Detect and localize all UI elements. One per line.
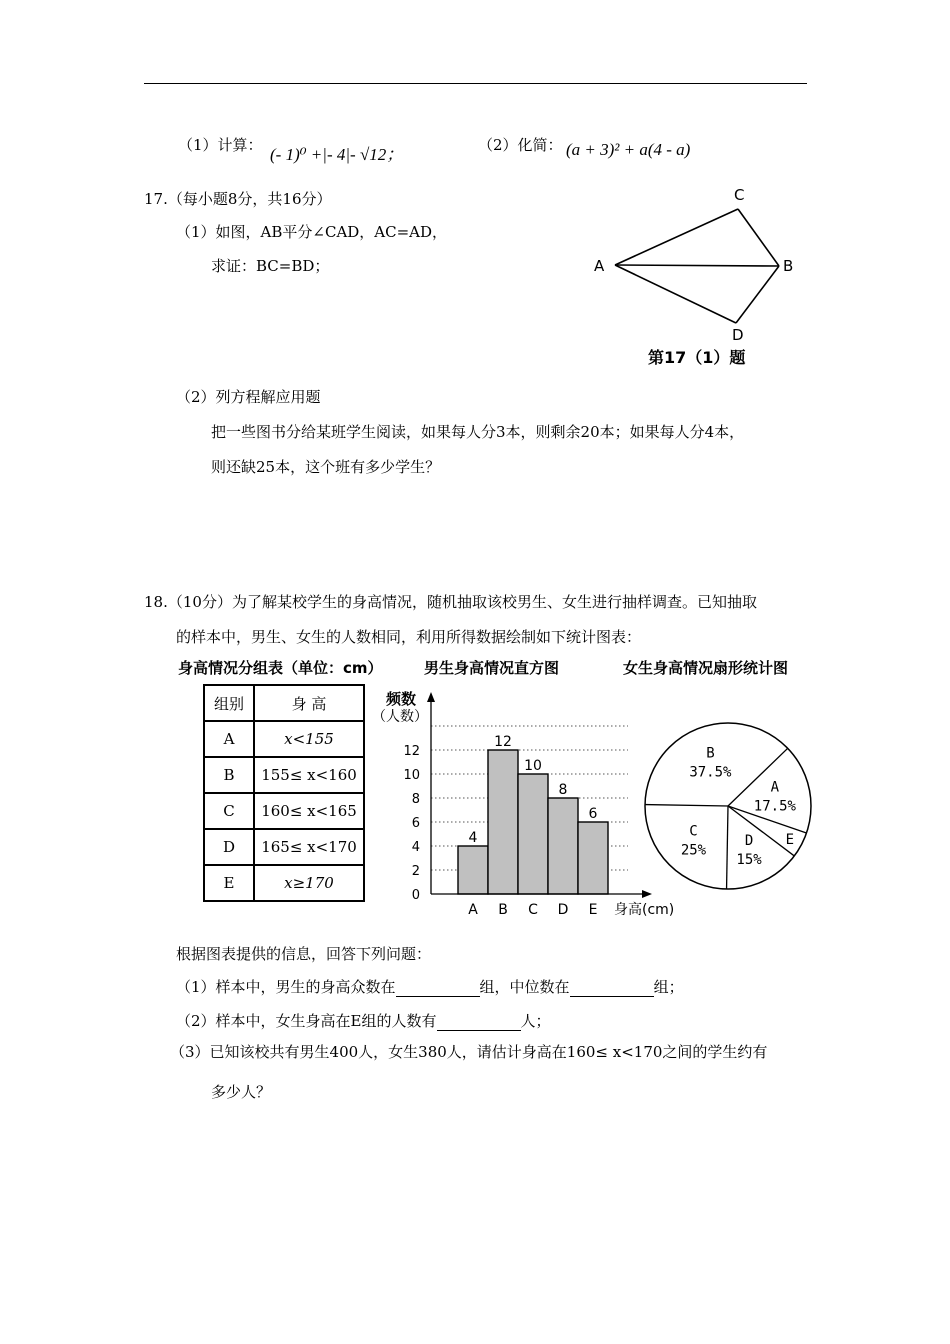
segment-ad — [615, 265, 736, 323]
q18-q2-text-b: 人； — [520, 1012, 551, 1030]
q16-part2-expression: (a + 3)² + a(4 - a) — [566, 140, 691, 159]
answer-blank-e-count[interactable] — [437, 1012, 521, 1031]
pie-slice-percent: 37.5% — [689, 764, 732, 781]
bar-value-label: 8 — [558, 782, 568, 798]
pie-slice-label: E — [785, 831, 795, 848]
x-tick-label: A — [468, 902, 478, 918]
table-cell-range: 160≤ x<165 — [254, 793, 364, 829]
q18-question2 — [176, 1010, 551, 1031]
table-row — [204, 757, 364, 793]
table-cell-group: C — [204, 793, 254, 829]
segment-ac — [615, 209, 738, 265]
q16-part1-expression: (- 1)⁰ +|- 4|- √12； — [270, 145, 404, 164]
q16-part2-label: （2）化简： — [478, 136, 563, 154]
pie-slice-label: C — [689, 823, 698, 840]
q18-question3-line2: 多少人？ — [211, 1083, 272, 1101]
histogram-bar — [518, 774, 548, 894]
point-label-c: C — [734, 186, 745, 204]
q16-part1-label: （1）计算： — [178, 136, 263, 154]
male-height-histogram — [368, 682, 675, 922]
pie-slice-label: A — [770, 779, 780, 796]
table-cell-range: 155≤ x<160 — [254, 757, 364, 793]
y-tick-label: 6 — [411, 816, 420, 831]
q18-question1 — [176, 976, 684, 997]
table-cell-range: x<155 — [254, 721, 364, 757]
x-tick-label: D — [557, 902, 569, 918]
y-tick-label: 0 — [411, 888, 420, 903]
bar-value-label: 6 — [588, 806, 598, 822]
q17-part2-line1: 把一些图书分给某班学生阅读，如果每人分3本，则剩余20本；如果每人分4本， — [211, 423, 745, 441]
answer-blank-mode[interactable] — [396, 978, 480, 997]
table-cell-group: B — [204, 757, 254, 793]
table-title: 身高情况分组表（单位：cm） — [178, 659, 383, 677]
x-tick-label: C — [528, 902, 538, 918]
q17-part1-line1: （1）如图，AB平分∠CAD，AC=AD， — [176, 223, 448, 241]
figure-caption: 第17（1）题 — [648, 348, 746, 367]
header-rule — [144, 83, 807, 84]
pie-slice-label: D — [744, 833, 754, 850]
x-axis-label: 身高(cm) — [614, 902, 675, 918]
q18-intro: 根据图表提供的信息，回答下列问题： — [176, 945, 432, 963]
pie-slice-percent: 17.5% — [753, 798, 796, 815]
table-cell-range: 165≤ x<170 — [254, 829, 364, 865]
pie-slice-percent: 25% — [680, 842, 707, 859]
point-label-d: D — [732, 326, 744, 344]
pie-slice-boundary — [727, 806, 728, 889]
segment-db — [736, 266, 779, 323]
table-header-row — [204, 685, 364, 721]
bar-value-label: 4 — [468, 830, 478, 846]
table-cell-group: D — [204, 829, 254, 865]
table-header-group: 组别 — [204, 685, 254, 721]
table-row — [204, 865, 364, 901]
segment-cb — [738, 209, 779, 266]
y-tick-label: 8 — [411, 792, 420, 807]
pie-slice-boundary — [728, 748, 788, 806]
histogram-bar — [488, 750, 518, 894]
segment-ab — [615, 265, 779, 266]
histogram-bar — [578, 822, 608, 894]
q17-part1-line2: 求证：BC=BD； — [211, 257, 330, 275]
y-axis-label-line1: 频数 — [386, 690, 417, 708]
table-cell-group: A — [204, 721, 254, 757]
q17-geometry-figure — [585, 180, 815, 375]
y-axis-label-line2: （人数） — [372, 709, 428, 725]
height-group-table — [203, 684, 365, 902]
histogram-bar — [458, 846, 488, 894]
q17-heading: 17.（每小题8分，共16分） — [144, 190, 332, 208]
table-row — [204, 721, 364, 757]
pie-slice-boundary — [645, 805, 728, 806]
point-label-b: B — [783, 257, 794, 275]
table-row — [204, 793, 364, 829]
y-tick-label: 4 — [411, 840, 420, 855]
q18-question3-line1: （3）已知该校共有男生400人，女生380人，请估计身高在160≤ x<170之间的学生约有 — [170, 1043, 768, 1061]
x-tick-label: E — [588, 902, 598, 918]
answer-blank-median[interactable] — [570, 978, 654, 997]
q18-line2: 的样本中，男生、女生的人数相同，利用所得数据绘制如下统计图表： — [176, 628, 642, 646]
y-tick-label: 10 — [403, 768, 420, 783]
q18-line1: 18.（10分）为了解某校学生的身高情况，随机抽取该校男生、女生进行抽样调查。已知抽取 — [144, 593, 757, 611]
histogram-bar — [548, 798, 578, 894]
point-label-a: A — [594, 257, 605, 275]
q18-q1-text-c: 组； — [653, 978, 684, 996]
y-axis-arrow-icon — [427, 692, 435, 702]
q18-q1-text-a: （1）样本中，男生的身高众数在 — [176, 978, 396, 996]
q18-q2-text-a: （2）样本中，女生身高在E组的人数有 — [176, 1012, 437, 1030]
table-cell-group: E — [204, 865, 254, 901]
q17-part2-line2: 则还缺25本，这个班有多少学生？ — [211, 458, 441, 476]
table-header-height: 身 高 — [254, 685, 364, 721]
pie-slice-label: B — [706, 745, 715, 762]
histogram-title: 男生身高情况直方图 — [424, 659, 560, 677]
pie-title: 女生身高情况扇形统计图 — [623, 659, 789, 677]
pie-slice-percent: 15% — [736, 852, 762, 869]
q18-q1-text-b: 组，中位数在 — [479, 978, 570, 996]
x-tick-label: B — [498, 902, 508, 918]
y-tick-label: 2 — [411, 864, 420, 879]
table-cell-range: x≥170 — [254, 865, 364, 901]
female-height-pie-chart — [640, 718, 820, 898]
bar-value-label: 12 — [494, 734, 512, 750]
bar-value-label: 10 — [524, 758, 542, 774]
q17-part2-title: （2）列方程解应用题 — [176, 388, 321, 406]
y-tick-label: 12 — [403, 744, 420, 759]
table-row — [204, 829, 364, 865]
